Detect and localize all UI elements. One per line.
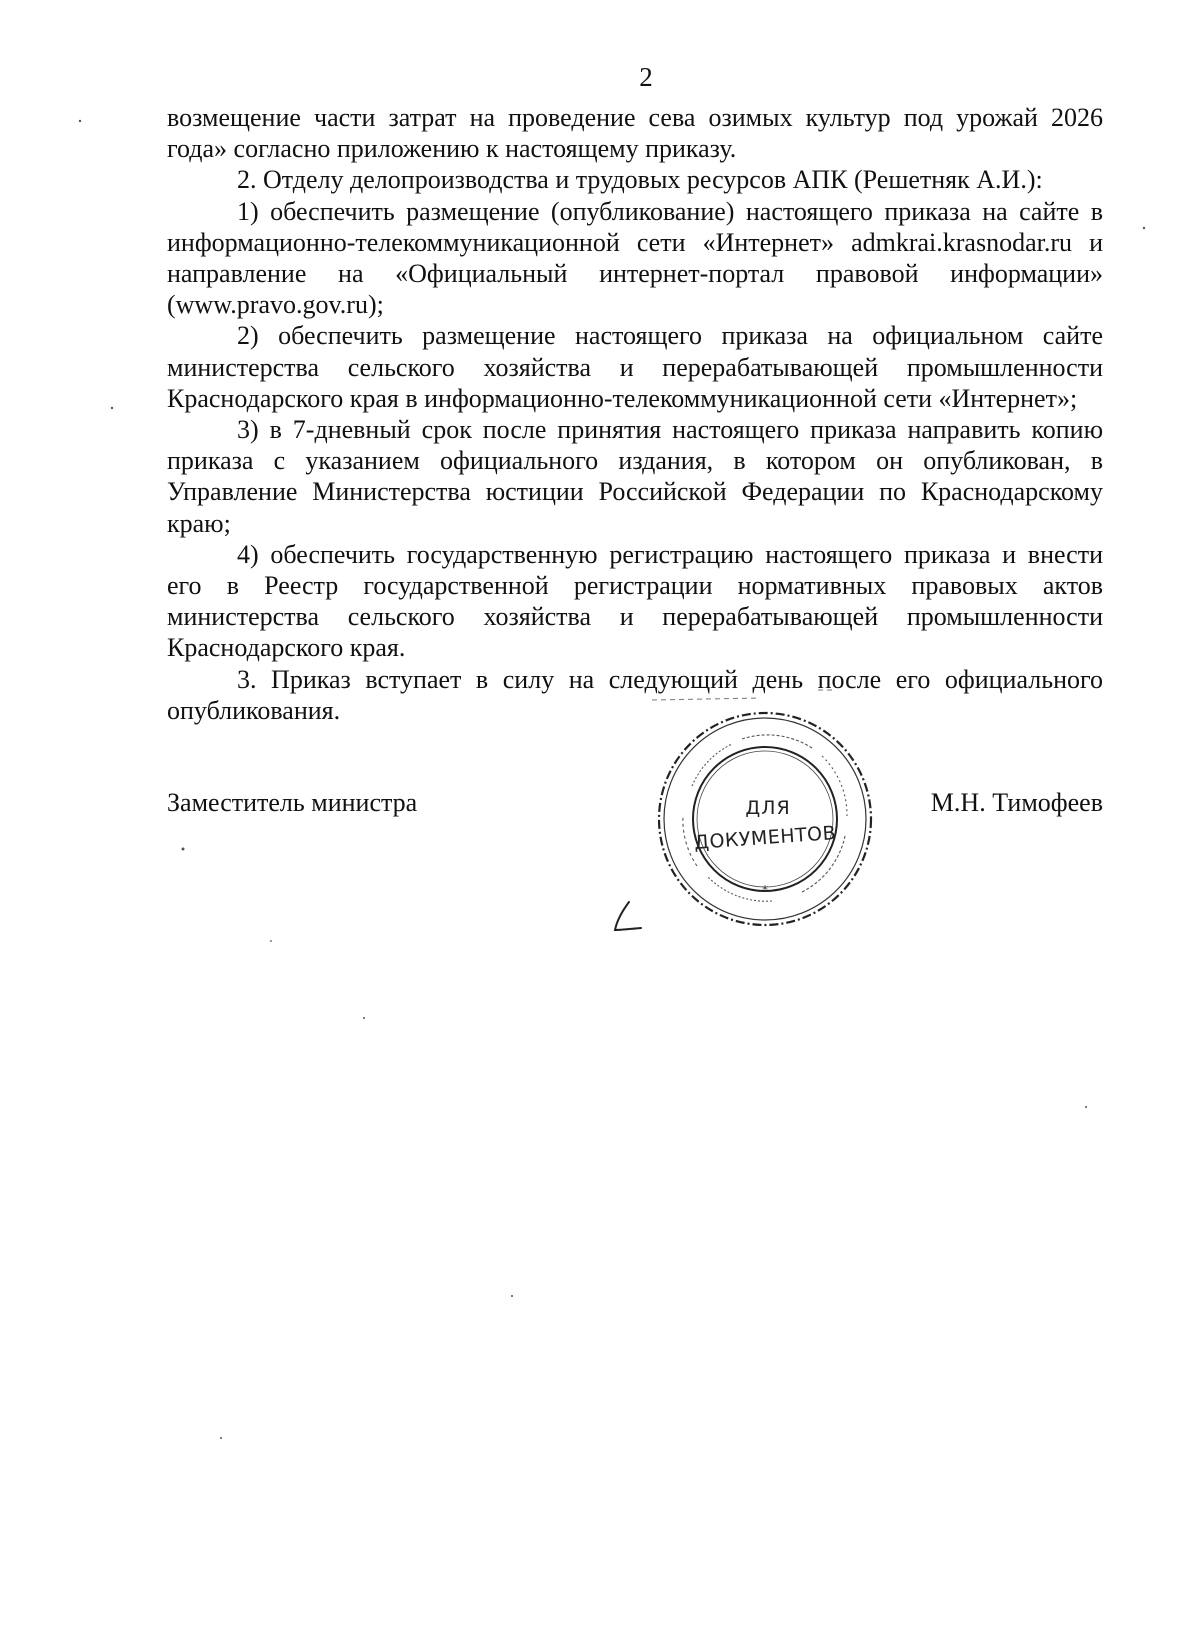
signatory-name: М.Н. Тимофеев	[930, 788, 1103, 817]
svg-text:*: *	[762, 883, 768, 897]
page-number: 2	[639, 62, 653, 92]
paragraph-continuation: возмещение части затрат на проведение сева озимых культур под урожай 2026 года» согласно приложению к настоящему приказу.	[167, 103, 1103, 164]
paragraph-subitem-2: 2) обеспечить размещение настоящего приказа на официальном сайте министерства сельского хозяйства и перерабатывающей промышленности Краснодарского края в информационно-телекоммуникационной сети «Интернет»;	[167, 321, 1103, 413]
stamp-text-line1: ДЛЯ	[745, 797, 791, 819]
signatory-title: Заместитель министра	[167, 788, 418, 817]
paragraph-subitem-3: 3) в 7-дневный срок после принятия настоящего приказа направить копию приказа с указанием официального издания, в котором он опубликован, в Управление Министерства юстиции Российской Федерации по Краснодарскому краю;	[167, 415, 1103, 538]
paragraph-subitem-1: 1) обеспечить размещение (опубликование) настоящего приказа на сайте в информационно-телекоммуникационной сети «Интернет» admkrai.krasnodar.ru и направление на «Официальный интернет-портал правовой информации» (www.pravo.gov.ru);	[167, 196, 1103, 320]
paragraph-item-3: 3. Приказ вступает в силу на следующий день после его официального опубликования.	[167, 664, 1103, 725]
paragraph-item-2: 2. Отделу делопроизводства и трудовых ресурсов АПК (Решетняк А.И.):	[237, 165, 1043, 195]
paragraph-subitem-4: 4) обеспечить государственную регистрацию настоящего приказа и внести его в Реестр государственной регистрации нормативных правовых актов министерства сельского хозяйства и перерабатывающей промышленности Краснодарского края.	[167, 539, 1103, 663]
stamp-text-line2: ДОКУМЕНТОВ	[693, 822, 837, 854]
